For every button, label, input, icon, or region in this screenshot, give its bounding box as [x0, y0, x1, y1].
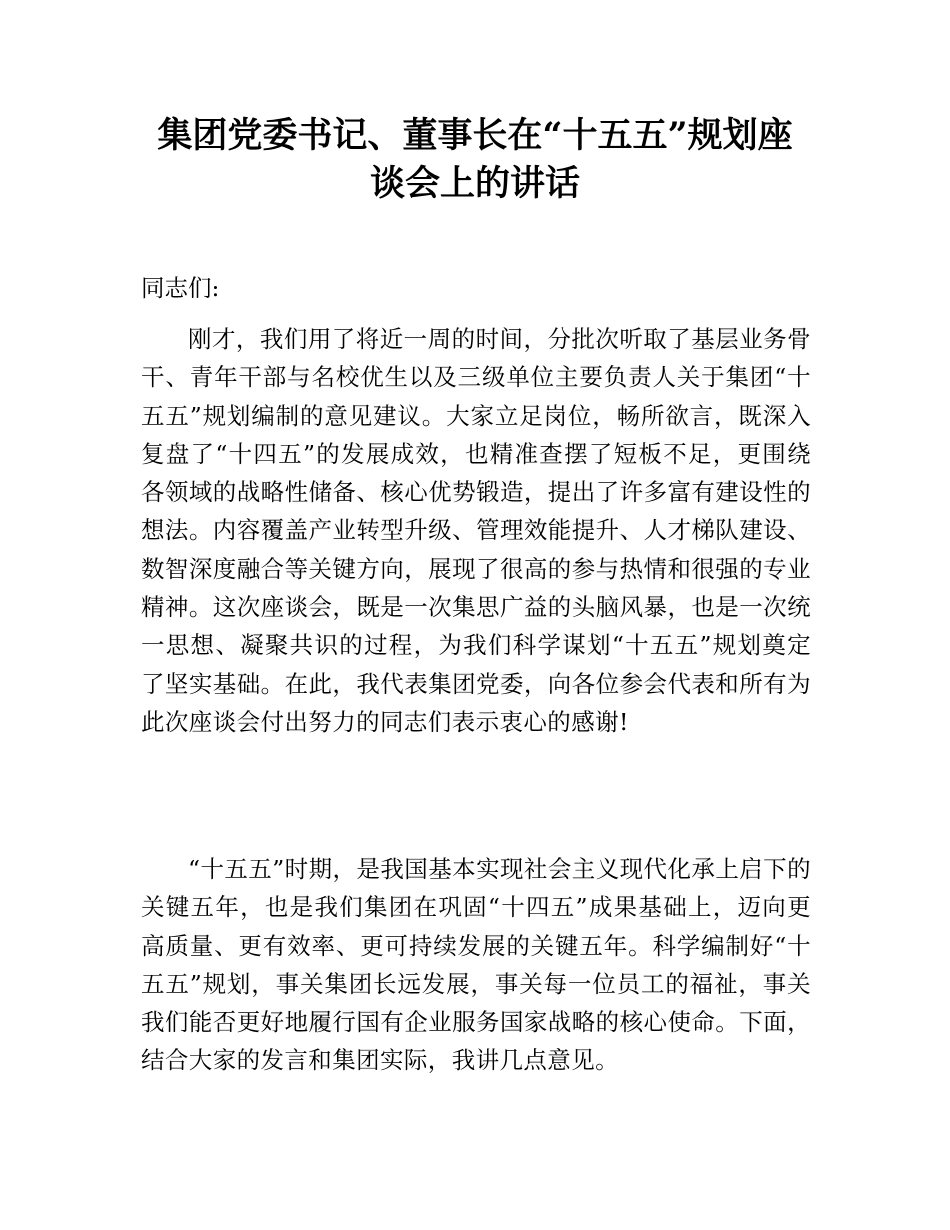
- title-line-1: 集团党委书记、董事长在“十五五”规划座: [157, 115, 793, 156]
- document-title: [140, 112, 810, 208]
- title-line-2: 谈会上的讲话: [369, 163, 580, 204]
- paragraph-2: “十五五”时期，是我国基本实现社会主义现代化承上启下的关键五年，也是我们集团在巩固“十四五”成果基础上，迈向更高质量、更有效率、更可持续发展的关键五年。科学编制好“十五五”规划，事关集团长远发展，事关每一位员工的福祉，事关我们能否更好地履行国有企业服务国家战略的核心使命。下面，结合大家的发言和集团实际，我讲几点意见。: [141, 855, 811, 1075]
- salutation: 同志们:: [141, 274, 220, 302]
- paragraph-1: 刚才，我们用了将近一周的时间，分批次听取了基层业务骨干、青年干部与名校优生以及三级单位主要负责人关于集团“十五五”规划编制的意见建议。大家立足岗位，畅所欲言，既深入复盘了“十四五”的发展成效，也精准查摆了短板不足，更围绕各领域的战略性储备、核心优势锻造，提出了许多富有建设性的想法。内容覆盖产业转型升级、管理效能提升、人才梯队建设、数智深度融合等关键方向，展现了很高的参与热情和很强的专业精神。这次座谈会，既是一次集思广益的头脑风暴，也是一次统一思想、凝聚共识的过程，为我们科学谋划“十五五”规划奠定了坚实基础。在此，我代表集团党委，向各位参会代表和所有为此次座谈会付出努力的同志们表示衷心的感谢!: [141, 325, 811, 736]
